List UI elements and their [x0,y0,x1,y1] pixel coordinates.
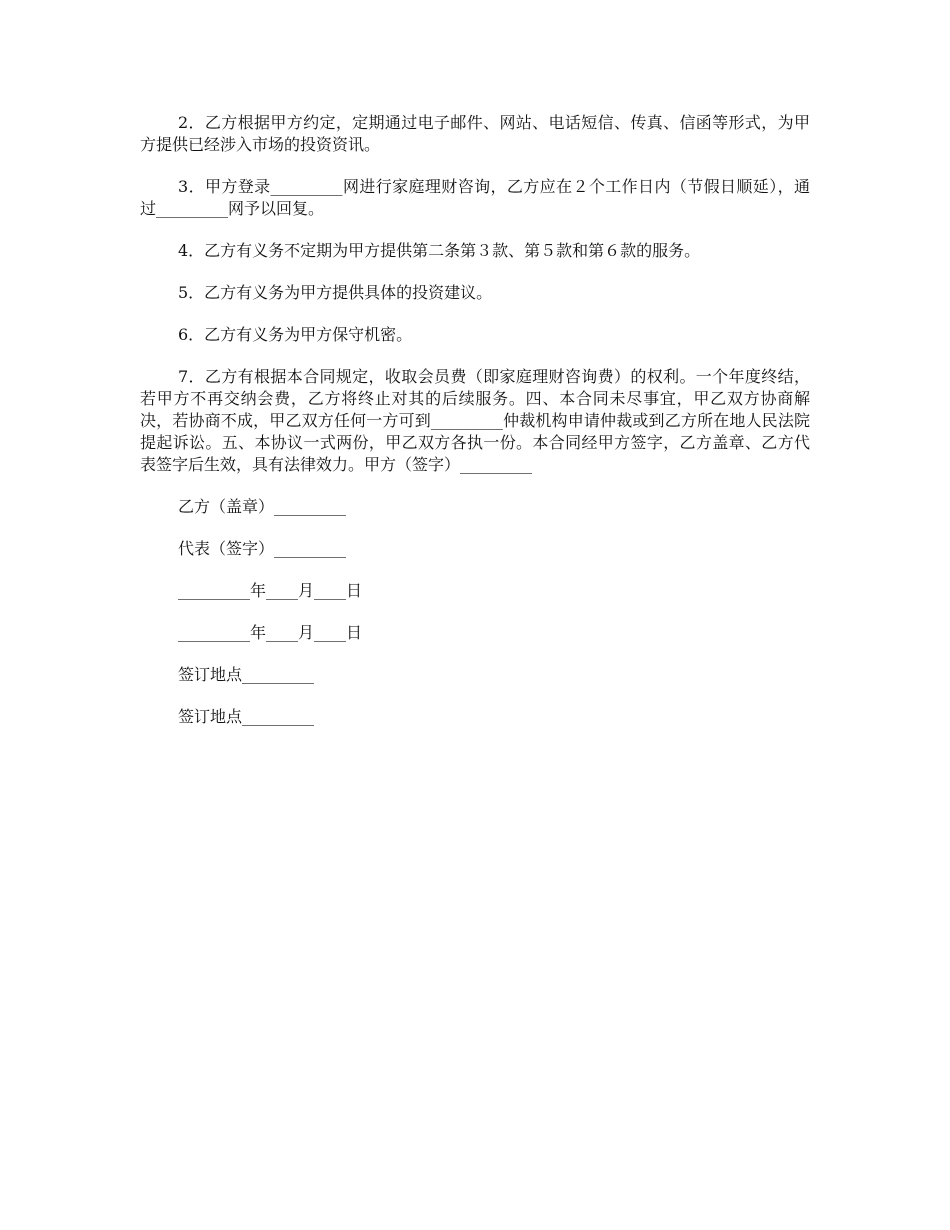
clause-5: 5．乙方有义务为甲方提供具体的投资建议。 [178,283,493,302]
clause-3: 3．甲方登录_________网进行家庭理财咨询，乙方应在２个工作日内（节假日顺延），通过_________网予以回复。 [140,177,810,218]
signing-place-line-1: 签订地点_________ [178,665,315,684]
representative-signature-line: 代表（签字）_________ [178,539,347,558]
signing-place-line-2: 签订地点_________ [178,707,315,726]
date-line-2: _________年____月____日 [178,623,363,642]
clause-4: 4．乙方有义务不定期为甲方提供第二条第３款、第５款和第６款的服务。 [178,241,701,260]
document-body [140,112,810,748]
date-line-1: _________年____月____日 [178,581,363,600]
clause-7: 7．乙方有根据本合同规定，收取会员费（即家庭理财咨询费）的权利。一个年度终结，若甲方不再交纳会费，乙方将终止对其的后续服务。四、本合同未尽事宜，甲乙双方协商解决，若协商不成，甲乙双方任何一方可到_________仲裁机构申请仲裁或到乙方所在地人民法院提起诉讼。五、本协议一式两份，甲乙双方各执一份。本合同经甲方签字，乙方盖章、乙方代表签字后生效，具有法律效力。甲方（签字）_________ [140,367,810,474]
party-b-seal-line: 乙方（盖章）_________ [178,497,347,516]
clause-2: 2．乙方根据甲方约定，定期通过电子邮件、网站、电话短信、传真、信函等形式，为甲方提供已经涉入市场的投资资讯。 [140,113,810,154]
clause-6: 6．乙方有义务为甲方保守机密。 [178,325,413,344]
